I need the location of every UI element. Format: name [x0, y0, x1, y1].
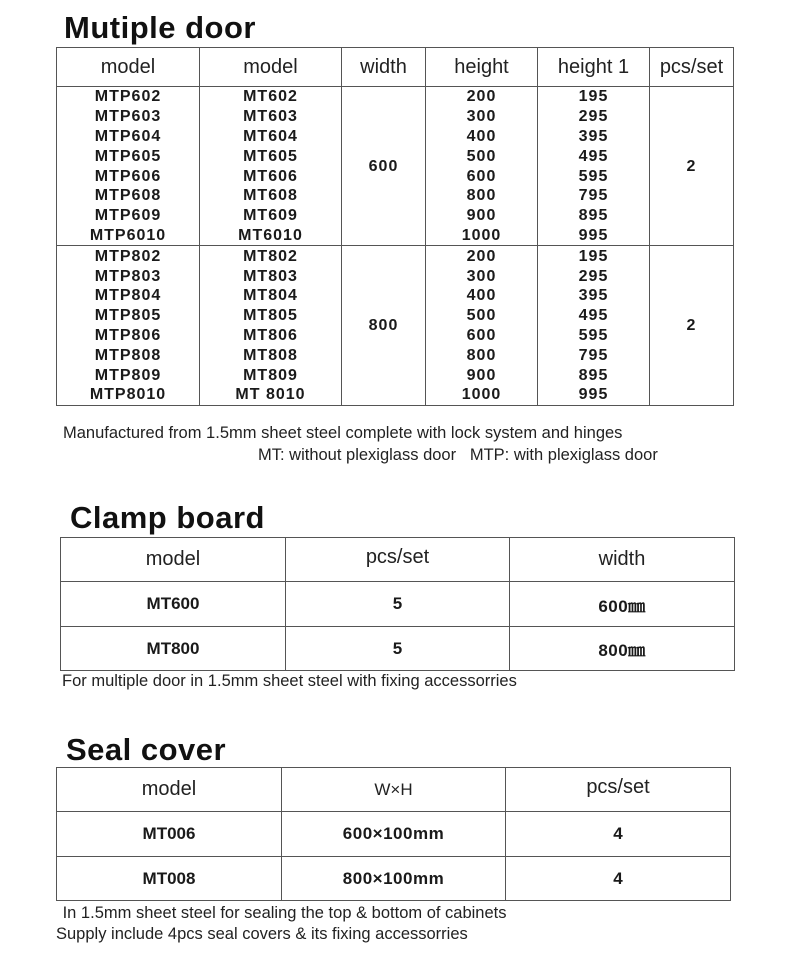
table-row: [61, 582, 735, 627]
model-cell: MT008: [57, 857, 282, 901]
model-mtp-cell: MTP604: [57, 127, 200, 147]
table-row: [57, 246, 734, 266]
size-cell: 600×100mm: [282, 812, 506, 857]
model-mt-cell: MT804: [200, 286, 342, 306]
height-cell: 400: [426, 286, 538, 306]
width-cell: 600㎜: [510, 582, 735, 627]
model-mtp-cell: MTP805: [57, 306, 200, 326]
size-cell: 800×100mm: [282, 857, 506, 901]
clamp-board-title: Clamp board: [70, 500, 265, 535]
height-1-cell: 895: [538, 365, 650, 385]
model-mtp-cell: MTP802: [57, 246, 200, 266]
height-cell: 1000: [426, 385, 538, 405]
seal-cover-note-2: Supply include 4pcs seal covers & its fixing accessorries: [56, 925, 468, 943]
model-mtp-cell: MTP806: [57, 326, 200, 346]
height-1-cell: 495: [538, 306, 650, 326]
height-1-cell: 795: [538, 345, 650, 365]
model-mtp-cell: MTP608: [57, 186, 200, 206]
model-mt-cell: MT805: [200, 306, 342, 326]
model-mtp-cell: MTP804: [57, 286, 200, 306]
model-mt-cell: MT602: [200, 87, 342, 107]
height-cell: 900: [426, 365, 538, 385]
model-mt-cell: MT806: [200, 326, 342, 346]
pcs-cell: 5: [286, 627, 510, 671]
table-row: [57, 812, 731, 857]
height-1-cell: 295: [538, 107, 650, 127]
col-header-width: width: [510, 538, 735, 582]
model-mt-cell: MT809: [200, 365, 342, 385]
height-cell: 300: [426, 266, 538, 286]
seal-cover-table: [56, 767, 731, 901]
height-1-cell: 295: [538, 266, 650, 286]
model-mtp-cell: MTP809: [57, 365, 200, 385]
clamp-board-note: For multiple door in 1.5mm sheet steel with fixing accessorries: [62, 672, 517, 690]
col-header-model: model: [57, 48, 200, 87]
col-header-model: model: [200, 48, 342, 87]
col-header-model: model: [57, 768, 282, 812]
model-cell: MT600: [61, 582, 286, 627]
height-1-cell: 995: [538, 226, 650, 246]
mutiple-door-note-2: MT: without plexiglass door MTP: with plexiglass door: [258, 446, 658, 464]
height-1-cell: 595: [538, 326, 650, 346]
height-cell: 900: [426, 206, 538, 226]
table-row: [61, 627, 735, 671]
height-cell: 500: [426, 306, 538, 326]
height-1-cell: 595: [538, 166, 650, 186]
model-mtp-cell: MTP803: [57, 266, 200, 286]
col-header-wxh: W×H: [282, 768, 506, 812]
model-mtp-cell: MTP6010: [57, 226, 200, 246]
height-cell: 600: [426, 326, 538, 346]
table-row: [57, 87, 734, 107]
width-cell: 800: [342, 246, 426, 405]
height-1-cell: 995: [538, 385, 650, 405]
model-mt-cell: MT6010: [200, 226, 342, 246]
model-mtp-cell: MTP606: [57, 166, 200, 186]
col-header-model: model: [61, 538, 286, 582]
model-mt-cell: MT603: [200, 107, 342, 127]
seal-cover-note-1: In 1.5mm sheet steel for sealing the top & bottom of cabinets: [58, 904, 507, 922]
mutiple-door-note-1: Manufactured from 1.5mm sheet steel complete with lock system and hinges: [63, 424, 623, 442]
model-mt-cell: MT803: [200, 266, 342, 286]
col-header-pcs-set: pcs/set: [650, 48, 734, 87]
height-1-cell: 395: [538, 286, 650, 306]
model-mt-cell: MT605: [200, 146, 342, 166]
col-header-pcs-set: pcs/set: [286, 538, 510, 582]
clamp-board-table: [60, 537, 735, 671]
height-1-cell: 495: [538, 146, 650, 166]
height-cell: 800: [426, 345, 538, 365]
height-cell: 500: [426, 146, 538, 166]
height-cell: 400: [426, 127, 538, 147]
height-1-cell: 895: [538, 206, 650, 226]
model-mt-cell: MT808: [200, 345, 342, 365]
pcs-cell: 5: [286, 582, 510, 627]
model-cell: MT006: [57, 812, 282, 857]
mutiple-door-title: Mutiple door: [64, 10, 256, 45]
mutiple-door-table: [56, 47, 734, 406]
pcs-cell: 4: [506, 857, 731, 901]
col-header-width: width: [342, 48, 426, 87]
seal-cover-title: Seal cover: [66, 732, 227, 767]
width-cell: 600: [342, 87, 426, 246]
pcs-set-cell: 2: [650, 87, 734, 246]
height-1-cell: 195: [538, 246, 650, 266]
model-mt-cell: MT604: [200, 127, 342, 147]
pcs-set-cell: 2: [650, 246, 734, 405]
height-1-cell: 195: [538, 87, 650, 107]
pcs-cell: 4: [506, 812, 731, 857]
model-mt-cell: MT609: [200, 206, 342, 226]
model-mtp-cell: MTP609: [57, 206, 200, 226]
col-header-height-1: height 1: [538, 48, 650, 87]
height-1-cell: 795: [538, 186, 650, 206]
model-cell: MT800: [61, 627, 286, 671]
model-mt-cell: MT606: [200, 166, 342, 186]
col-header-pcs-set: pcs/set: [506, 768, 731, 812]
model-mtp-cell: MTP602: [57, 87, 200, 107]
model-mtp-cell: MTP8010: [57, 385, 200, 405]
height-cell: 600: [426, 166, 538, 186]
model-mt-cell: MT608: [200, 186, 342, 206]
model-mt-cell: MT802: [200, 246, 342, 266]
model-mt-cell: MT 8010: [200, 385, 342, 405]
height-1-cell: 395: [538, 127, 650, 147]
height-cell: 200: [426, 246, 538, 266]
height-cell: 800: [426, 186, 538, 206]
model-mtp-cell: MTP605: [57, 146, 200, 166]
height-cell: 300: [426, 107, 538, 127]
height-cell: 200: [426, 87, 538, 107]
model-mtp-cell: MTP603: [57, 107, 200, 127]
width-cell: 800㎜: [510, 627, 735, 671]
col-header-height: height: [426, 48, 538, 87]
model-mtp-cell: MTP808: [57, 345, 200, 365]
height-cell: 1000: [426, 226, 538, 246]
table-row: [57, 857, 731, 901]
